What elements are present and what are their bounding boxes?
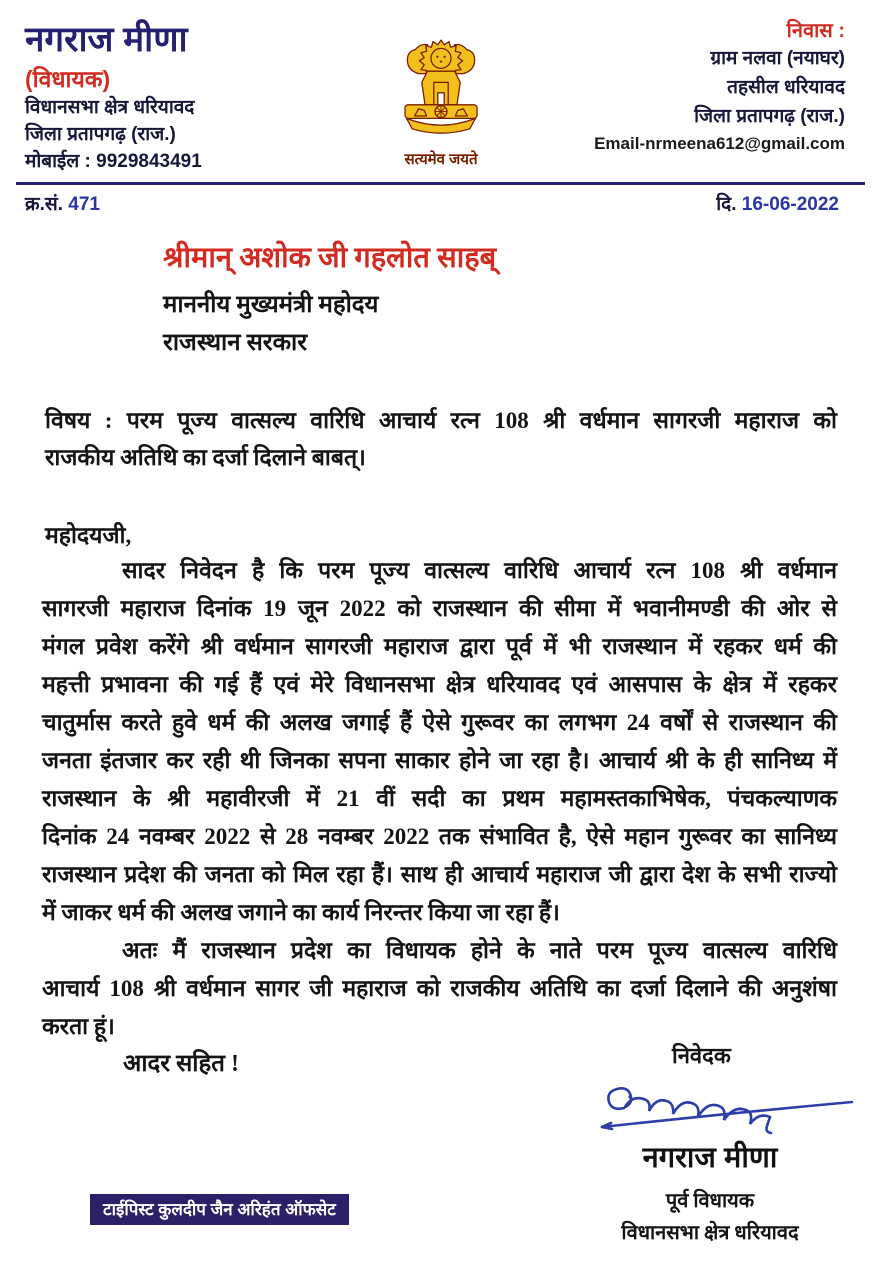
letterhead-district: जिला प्रतापगढ़ (राज.) xyxy=(25,124,176,145)
letterhead-name: नगराज मीणा xyxy=(25,20,188,59)
body-line: मंगल प्रवेश करेंगे श्री वर्धमान सागरजी महाराज द्वारा पूर्व में भी राजस्थान में रहकर धर्म की xyxy=(42,634,837,659)
addressee-title: माननीय मुख्यमंत्री महोदय xyxy=(163,292,379,318)
body-line: राजस्थान प्रदेश की जनता को मिल रहा हैं। साथ ही आचार्य महाराज जी द्वारा देश के सभी राज्यो xyxy=(42,862,837,887)
signatory-name: नगराज मीणा xyxy=(642,1142,778,1174)
residence-village: ग्राम नलवा (नयाघर) xyxy=(710,48,845,69)
body-line: दिनांक 24 नवम्बर 2022 से 28 नवम्बर 2022 तक संभावित है, ऐसे महान गुरूवर का सानिध्य xyxy=(42,824,837,849)
signatory-block xyxy=(570,1140,850,1246)
addressee-block xyxy=(163,240,496,358)
letterhead-left xyxy=(25,20,202,175)
subject-line: विषय : परम पूज्य वात्सल्य वारिधि आचार्य रत्न 108 श्री वर्धमान सागरजी महाराज को xyxy=(45,408,837,433)
body-line: राजस्थान के श्री महावीरजी में 21 वीं सदी का प्रथम महामस्तकाभिषेक, पंचकल्याणक xyxy=(42,786,837,811)
addressee-org: राजस्थान सरकार xyxy=(163,330,308,356)
emblem-block xyxy=(385,34,497,169)
serial-value: 471 xyxy=(68,194,100,215)
subject-block xyxy=(45,402,837,476)
typist-credit: टाईपिस्ट कुलदीप जैन अरिहंत ऑफसेट xyxy=(90,1194,349,1225)
signoff-label: निवेदक xyxy=(672,1043,731,1068)
body-line: चातुर्मास करते हुवे धर्म की अलख जगाई हैं ऐसे गुरूवर का लगभग 24 वर्षों से राजस्थान की xyxy=(42,710,837,735)
residence-tehsil: तहसील धरियावद xyxy=(727,77,845,98)
letterhead-designation: (विधायक) xyxy=(25,66,111,92)
body-line: सादर निवेदन है कि परम पूज्य वात्सल्य वारिधि आचार्य रत्न 108 श्री वर्धमान xyxy=(122,558,837,583)
residence-label: निवास : xyxy=(786,20,845,42)
letterhead-right xyxy=(594,18,845,157)
addressee-name: श्रीमान् अशोक जी गहलोत साहब् xyxy=(163,242,497,274)
body-line: आचार्य 108 श्री वर्धमान सागर जी महाराज को राजकीय अतिथि का दर्जा दिलाने की अनुशंषा xyxy=(42,976,837,1001)
date-line xyxy=(716,190,839,216)
salutation: महोदयजी, xyxy=(45,523,132,548)
signatory-role: पूर्व विधायक xyxy=(665,1190,755,1212)
email-line: Email-nrmeena612@gmail.com xyxy=(594,134,845,153)
closing-line: आदर सहित ! xyxy=(123,1051,239,1077)
residence-district: जिला प्रतापगढ़ (राज.) xyxy=(694,106,845,127)
body-line: अतः मैं राजस्थान प्रदेश का विधायक होने के नाते परम पूज्य वात्सल्य वारिधि xyxy=(122,938,837,963)
body-line: महत्ती प्रभावना की गई हैं एवं मेरे विधानसभा क्षेत्र धरियावद एवं आसपास के क्षेत्र में रहकर xyxy=(42,672,837,697)
subject-line: राजकीय अतिथि का दर्जा दिलाने बाबत्। xyxy=(45,445,366,470)
body-line: सागरजी महाराज दिनांक 19 जून 2022 को राजस्थान की सीमा में भवानीमण्डी की ओर से xyxy=(42,596,837,621)
letterhead-mobile: मोबाईल : 9929843491 xyxy=(25,151,202,172)
body-line: करता हूं। xyxy=(42,1014,115,1039)
date-value: 16-06-2022 xyxy=(741,194,839,215)
date-label: दि. xyxy=(716,194,737,215)
body-line: जनता इंतजार कर रही थी जिनका सपना साकार होने जा रहा है। आचार्य श्री के ही सानिध्य में xyxy=(42,748,837,773)
header-divider xyxy=(16,182,865,185)
body-paragraph-1 xyxy=(42,552,837,932)
ashoka-emblem-icon xyxy=(393,129,489,146)
serial-label: क्र.सं. xyxy=(25,194,63,215)
handwritten-signature-icon xyxy=(590,1072,858,1147)
letterhead-constituency: विधानसभा क्षेत्र धरियावद xyxy=(25,97,195,118)
satyamev-jayate-caption: सत्यमेव जयते xyxy=(404,151,478,168)
body-paragraph-2 xyxy=(42,932,837,1046)
serial-number-line xyxy=(25,190,100,216)
body-line: में जाकर धर्म की अलख जगाने का कार्य निरन्तर किया जा रहा हैं। xyxy=(42,900,560,925)
signatory-area: विधानसभा क्षेत्र धरियावद xyxy=(621,1222,799,1244)
